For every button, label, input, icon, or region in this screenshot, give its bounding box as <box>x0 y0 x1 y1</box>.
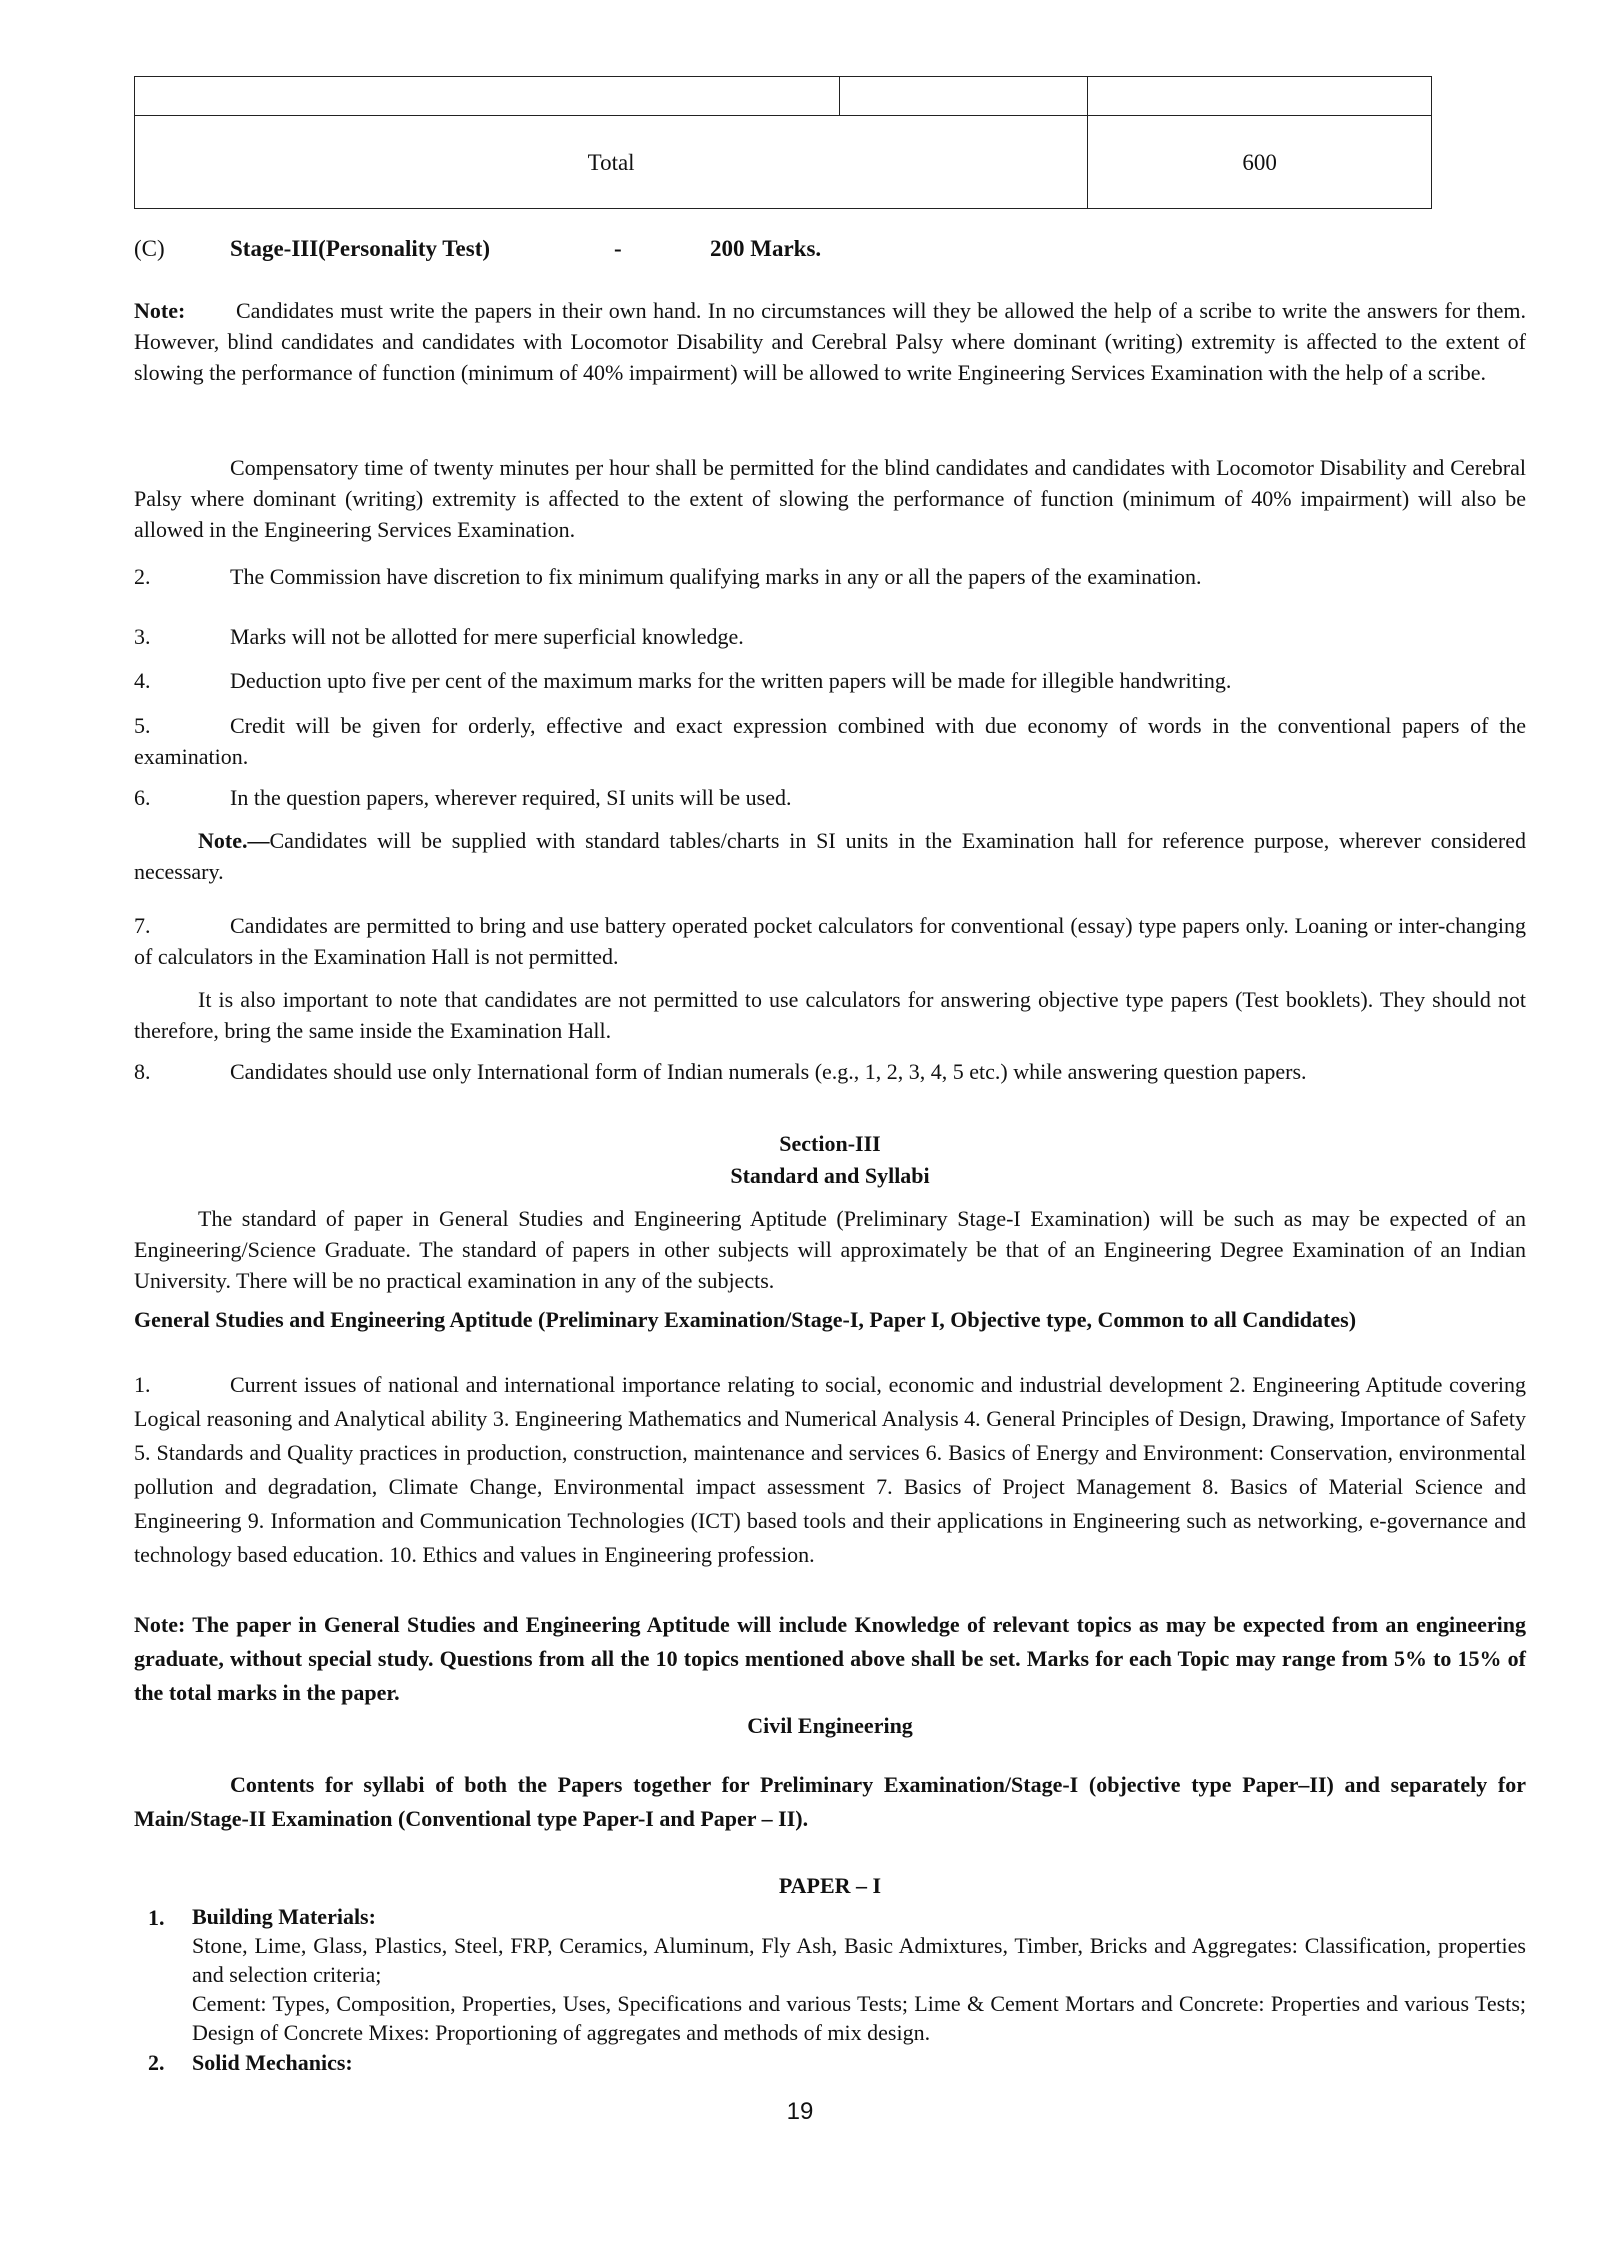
rule-text: Candidates are permitted to bring and use battery operated pocket calculators for conventional (essay) type papers only. Loaning or inter-changing of calculators in the Examination Hall is not permitted. <box>134 913 1526 969</box>
rule-text: Deduction upto five per cent of the maximum marks for the written papers will be made for illegible handwriting. <box>230 668 1232 693</box>
total-value: 600 <box>1088 116 1432 209</box>
syllabus-item-building-materials <box>192 1902 1526 2047</box>
rule-text: In the question papers, wherever required, SI units will be used. <box>230 785 792 810</box>
rule-number: 8. <box>134 1059 151 1084</box>
syllabus-title: Building Materials: <box>192 1904 376 1929</box>
note-si <box>134 825 1526 887</box>
table-cell <box>1088 77 1432 116</box>
note-scribe <box>134 295 1526 388</box>
rule-text: Marks will not be allotted for mere superficial knowledge. <box>230 624 744 649</box>
syllabus-number: 2. <box>148 2050 165 2075</box>
gs-heading-text: General Studies and Engineering Aptitude (Preliminary Examination/Stage-I, Paper I, Objective type, Common to all Candidates) <box>134 1307 1357 1332</box>
section-intro <box>134 1203 1526 1296</box>
civil-contents <box>134 1768 1526 1836</box>
rule-number: 6. <box>134 785 151 810</box>
syllabus-number: 1. <box>148 1905 165 1930</box>
section-title: Section-III <box>779 1131 881 1156</box>
rule-number: 5. <box>134 713 151 738</box>
calculator-note-text: It is also important to note that candidates are not permitted to use calculators for answering objective type papers (Test booklets). They should not therefore, bring the same inside the Examination Hall. <box>134 987 1526 1043</box>
civil-title: Civil Engineering <box>747 1713 913 1738</box>
note-si-label: Note.— <box>198 828 270 853</box>
gs-topics-text: Current issues of national and international importance relating to social, economic and industrial development 2. Engineering Aptitude covering Logical reasoning and Analytical ability 3. Engineering Mathematics and Numerical Analysis 4. General Principles of Design, Drawing, Importance of Safety 5. Standards and Quality practices in production, construction, maintenance and services 6. Basics of Energy and Environment: Conservation, environmental pollution and degradation, Climate Change, Environmental impact assessment 7. Basics of Project Management 8. Basics of Material Science and Engineering 9. Information and Communication Technologies (ICT) based tools and their applications in Engineering such as networking, e-governance and technology based education. 10. Ethics and values in Engineering profession. <box>134 1372 1526 1567</box>
rule-6 <box>134 782 1526 813</box>
civil-contents-text: Contents for syllabi of both the Papers together for Preliminary Examination/Stage-I (objective type Paper–II) and separately for Main/Stage-II Examination (Conventional type Paper-I and Paper – II). <box>134 1772 1526 1831</box>
stage3-dash: - <box>614 236 622 261</box>
gs-note-text: Note: The paper in General Studies and Engineering Aptitude will include Knowledge of relevant topics as may be expected from an engineering graduate, without special study. Questions from all the 10 topics mentioned above shall be set. Marks for each Topic may range from 5% to 15% of the total marks in the paper. <box>134 1612 1526 1705</box>
note-label: Note: <box>134 298 186 323</box>
syllabus-line: Stone, Lime, Glass, Plastics, Steel, FRP, Ceramics, Aluminum, Fly Ash, Basic Admixtures, Timber, Bricks and Aggregates: Classification, properties and selection criteria; <box>192 1933 1526 1987</box>
rule-text: The Commission have discretion to fix minimum qualifying marks in any or all the papers of the examination. <box>230 564 1202 589</box>
gs-number: 1. <box>134 1372 151 1397</box>
marks-table <box>134 76 1432 209</box>
page-number: 19 <box>786 2098 814 2125</box>
table-cell <box>135 77 840 116</box>
stage3-line <box>134 233 821 264</box>
table-row-empty <box>135 77 1432 116</box>
stage3-label: (C) <box>134 236 165 261</box>
compensatory-paragraph <box>134 452 1526 545</box>
rule-text: Candidates should use only International form of Indian numerals (e.g., 1, 2, 3, 4, 5 etc.) while answering question papers. <box>230 1059 1307 1084</box>
gs-heading <box>134 1304 1526 1335</box>
rule-number: 4. <box>134 668 151 693</box>
rule-7 <box>134 910 1526 972</box>
section-intro-text: The standard of paper in General Studies and Engineering Aptitude (Preliminary Stage-I Examination) will be such as may be expected of an Engineering/Science Graduate. The standard of papers in other subjects will approximately be that of an Engineering Degree Examination of an Indian University. There will be no practical examination in any of the subjects. <box>134 1206 1526 1293</box>
rule-number: 2. <box>134 564 151 589</box>
rule-3 <box>134 621 1526 652</box>
rule-5 <box>134 710 1526 772</box>
rule-text: Credit will be given for orderly, effective and exact expression combined with due economy of words in the conventional papers of the examination. <box>134 713 1526 769</box>
gs-note <box>134 1608 1526 1710</box>
compensatory-text: Compensatory time of twenty minutes per hour shall be permitted for the blind candidates and candidates with Locomotor Disability and Cerebral Palsy where dominant (writing) extremity is affected to the extent of slowing the performance of function (minimum of 40% impairment) will also be allowed in the Engineering Services Examination. <box>134 455 1526 542</box>
stage3-name: Stage-III(Personality Test) <box>230 236 491 261</box>
rule-number: 3. <box>134 624 151 649</box>
table-row-total <box>135 116 1432 209</box>
rule-8 <box>134 1056 1526 1087</box>
stage3-marks: 200 Marks. <box>710 236 822 261</box>
note-text: Candidates must write the papers in their own hand. In no circumstances will they be allowed the help of a scribe to write the answers for them. However, blind candidates and candidates with Locomotor Disability and Cerebral Palsy where dominant (writing) extremity is affected to the extent of slowing the performance of function (minimum of 40% impairment) will be allowed to write Engineering Services Examination with the help of a scribe. <box>134 298 1526 385</box>
syllabus-title: Solid Mechanics: <box>192 2050 353 2075</box>
paper-title: PAPER – I <box>778 1873 882 1898</box>
section-subtitle: Standard and Syllabi <box>730 1163 930 1188</box>
total-label: Total <box>135 116 1088 209</box>
rule-4 <box>134 665 1526 696</box>
rule-2 <box>134 561 1526 592</box>
calculator-note <box>134 984 1526 1046</box>
gs-topics <box>134 1368 1526 1572</box>
syllabus-line: Cement: Types, Composition, Properties, Uses, Specifications and various Tests; Lime & Cement Mortars and Concrete: Properties and various Tests; Design of Concrete Mixes: Proportioning of aggregates and methods of mix design. <box>192 1991 1526 2045</box>
table-cell <box>840 77 1088 116</box>
note-si-text: Candidates will be supplied with standard tables/charts in SI units in the Examination hall for reference purpose, wherever considered necessary. <box>134 828 1526 884</box>
rule-number: 7. <box>134 913 151 938</box>
